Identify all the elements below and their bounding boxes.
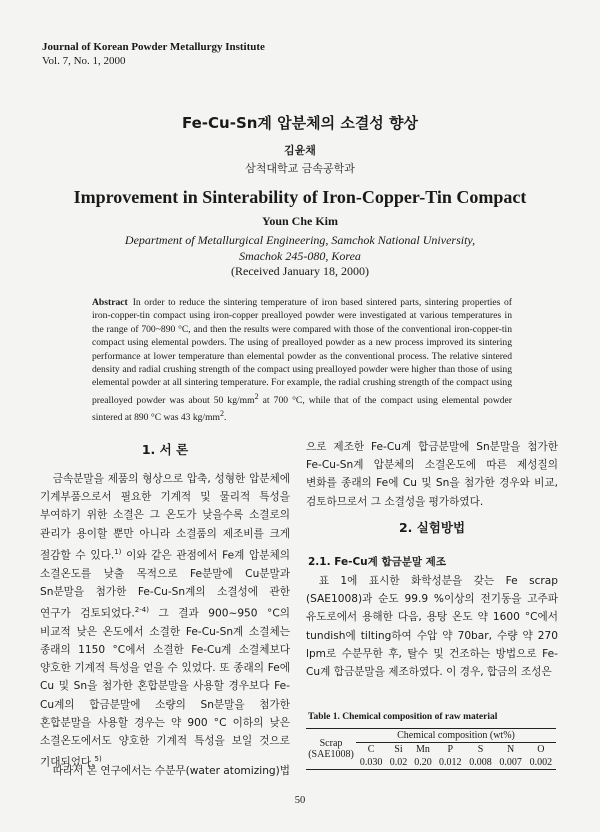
ref-1: 1) xyxy=(114,547,122,556)
table-value-cell: 0.012 xyxy=(439,757,462,768)
table-caption: Table 1. Chemical composition of raw material xyxy=(308,712,498,722)
table-element-header: N xyxy=(507,744,515,755)
table-row-label: Scrap (SAE1008) xyxy=(306,729,356,770)
journal-name: Journal of Korean Powder Metallurgy Institute xyxy=(42,41,265,53)
title-english: Improvement in Sinterability of Iron-Copper-Tin Compact xyxy=(73,187,527,207)
table-value-cell: 0.02 xyxy=(389,757,408,768)
table-value-cell: 0.007 xyxy=(499,757,522,768)
abstract-sup-1: 2 xyxy=(254,391,259,401)
abstract-text-2: at 700 °C, while that of the compact using elemental powder sintered at 890 °C was 43 kg/mm xyxy=(92,395,512,424)
department xyxy=(0,232,600,264)
table-element-header: Mn xyxy=(415,744,430,755)
intro-paragraph-2: 따라서 본 연구에서는 수분무(water atomizing)법 xyxy=(52,765,291,777)
table-group-header: Chemical composition (wt%) xyxy=(356,729,556,743)
table-element-header: S xyxy=(477,744,484,755)
title-korean: Fe-Cu-Sn계 압분체의 소결성 향상 xyxy=(182,114,418,132)
table-value-cell: 0.20 xyxy=(414,757,432,768)
table-element-header: Si xyxy=(394,744,403,755)
subsection-2-1: 2.1. Fe-Cu계 합금분말 제조 xyxy=(308,556,446,568)
intro-text-c: 그 결과 900~950 °C의 비교적 낮은 온도에서 소결한 Fe-Cu-Sn계 소결체는 종래의 1150 °C에서 소결한 Fe-Cu계 소결체보다 양호한 기계적 특성을 얻을 수 있었다. 또 종래의 Fe에 Cu 및 Sn을 첨가한 혼합분말을 사용할 경우보다 Fe-Cu계의 합금분말에 소량의 Sn분말을 첨가한 혼합분말을 사용할 경우는 약 900 °C 이하의 낮은 소결온도에서도 양호한 기계적 특성을 보일 것으로 기대되었다. xyxy=(40,607,290,769)
method-paragraph-1: 표 1에 표시한 화학성분을 갖는 Fe scrap (SAE1008)과 순도 99.9 %이상의 전기동을 고주파 유도로에서 용해한 다음, 용탕 온도 약 1600 °C에서 tundish에 tilting하여 수압 약 70bar, 수량 약 270 lpm로 수분무한 후, 탈수 및 건조하는 방법으로 Fe-Cu계 합금분말을 제조하였다. 이 경우, 합금의 조성은 xyxy=(306,575,558,679)
author-korean: 김윤채 xyxy=(284,144,316,157)
intro-text-a: 금속분말을 제품의 형상으로 압축, 성형한 압분체에 기계부품으로서 필요한 기계적 및 물리적 특성을 부여하기 위한 소결은 그 온도가 낮을수록 소결로의 관리가 용이할 뿐만 아니라 소결품의 제조비를 크게 절감할 수 있다. xyxy=(40,473,290,562)
table-element-header: O xyxy=(537,744,545,755)
intro-paragraph-1 xyxy=(40,470,290,772)
table-element-header: P xyxy=(447,744,454,755)
department-line-2: Smachok 245-080, Korea xyxy=(239,249,361,263)
table-value-cell: 0.008 xyxy=(469,757,492,768)
right-paragraph-1: 으로 제조한 Fe-Cu계 합금분말에 Sn분말을 첨가한 Fe-Cu-Sn계 압분체의 소결온도에 따른 제성질의 변화를 종래의 Fe에 Cu 및 Sn을 첨가한 경우와 비교, 검토하므로서 그 소결성을 평가하였다. xyxy=(306,441,558,508)
abstract-text-3: . xyxy=(224,412,227,424)
abstract-sup-2: 2 xyxy=(220,409,225,419)
abstract-label: Abstract xyxy=(92,297,128,308)
intro-heading: 1. 서 론 xyxy=(141,442,189,457)
table-value-cell: 0.030 xyxy=(359,757,383,768)
method-heading: 2. 실험방법 xyxy=(398,520,466,535)
table-element-header: C xyxy=(367,744,375,755)
journal-volume: Vol. 7, No. 1, 2000 xyxy=(42,55,126,67)
intro-text-b: 이와 같은 관점에서 Fe계 압분체의 소결온도를 낮출 목적으로 Fe분말에 Cu분말과 Sn분말을 첨가한 Fe-Cu-Sn계의 소결성에 관한 연구가 검토되었다. xyxy=(40,549,290,620)
department-line-1: Department of Metallurgical Engineering, Samchok National University, xyxy=(124,233,476,247)
ref-3: 5) xyxy=(94,755,102,764)
received-date: (Received January 18, 2000) xyxy=(231,264,369,278)
table-value-cell: 0.002 xyxy=(529,757,553,768)
author-english: Youn Che Kim xyxy=(261,214,338,228)
page-number: 50 xyxy=(294,795,306,806)
composition-table xyxy=(306,728,556,770)
abstract xyxy=(92,296,512,425)
affiliation-korean: 삼척대학교 금속공학과 xyxy=(245,162,355,175)
journal-header xyxy=(42,40,265,68)
abstract-text-1: In order to reduce the sintering temperature of iron based sintered parts, sintering properties of iron-copper-tin compact using iron-copper prealloyed powder were investigated at various temperatures in the range of 700~890 °C, and then the results were compared with those of the conventional iron-copper-tin compact using elemental powders. The using of prealloyed powder as a new process improved its sintering performance at lower temperature than elemental powder as the conventional process. The relative sintered density and radial crushing strength of the compact using prealloyed powder were higher than those of using elemental powder at all sintering temperature. For example, the radial crushing strength of the compact using prealloyed powder was about 50 kg/mm xyxy=(92,297,512,407)
ref-2: 2-4) xyxy=(134,605,149,614)
